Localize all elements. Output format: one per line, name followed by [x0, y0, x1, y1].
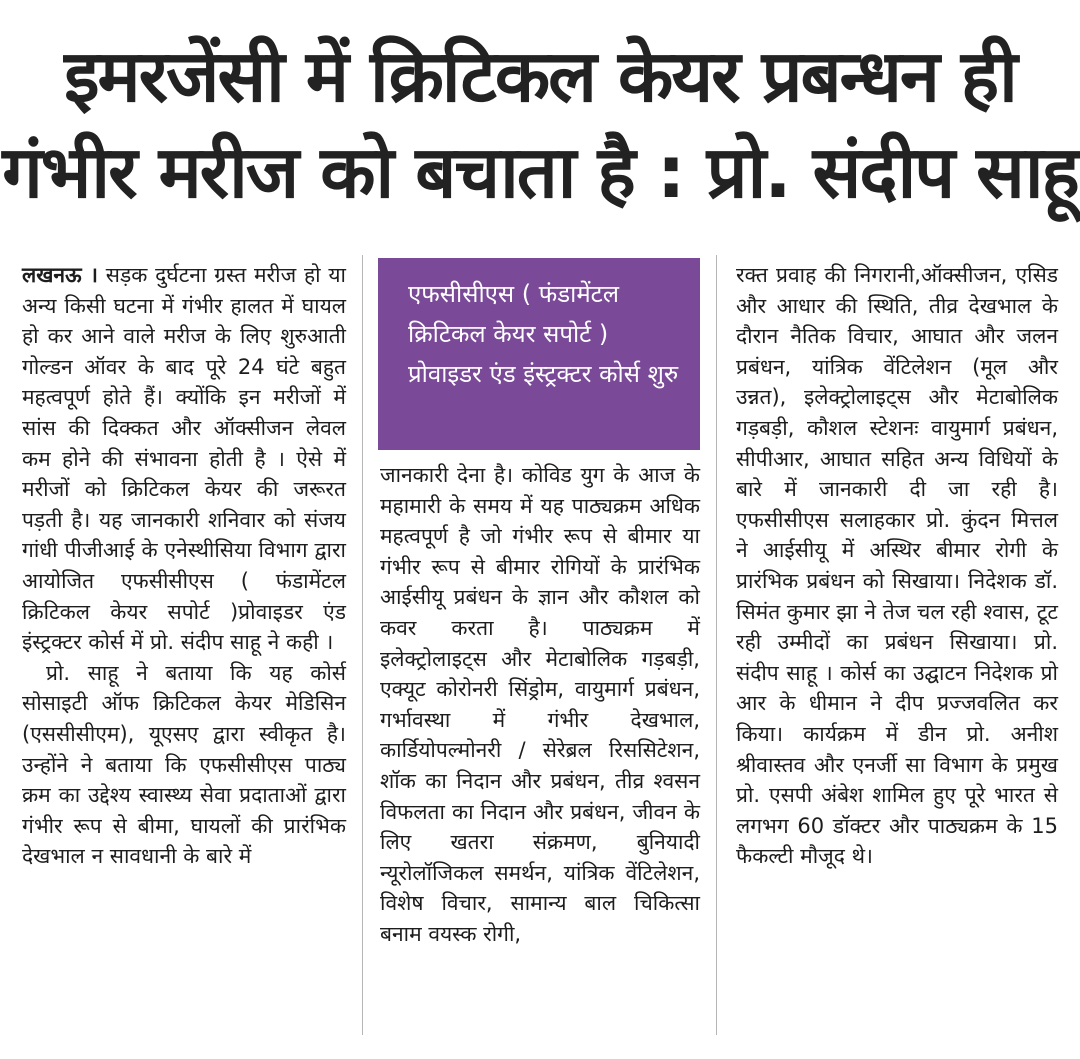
article-column-3: [736, 260, 1058, 872]
article-column-2: [380, 460, 700, 950]
dateline: लखनऊ ।: [22, 263, 98, 287]
headline-line-2: गंभीर मरीज को बचाता है : प्रो. संदीप साहू: [2, 130, 1078, 214]
paragraph: प्रो. साहू ने बताया कि यह कोर्स सोसाइटी ऑफ क्रिटिकल केयर मेडिसिन (एससीसीएम), यूएसए द्वारा स्वीकृत है। उन्होंने ने बताया कि एफसीसीएस पाठ्य क्रम का उद्देश्य स्वास्थ्य सेवा प्रदाताओं द्वारा गंभीर रूप से बीमा, घायलों की प्रारंभिक देखभाल न सावधानी के बारे में: [22, 660, 346, 869]
highlight-text: एफसीसीएस ( फंडामेंटल क्रिटिकल केयर सपोर्ट ) प्रोवाइडर एंड इंस्ट्रक्टर कोर्स शुरु: [408, 280, 679, 388]
paragraph: रक्त प्रवाह की निगरानी,ऑक्सीजन, एसिड और आधार की स्थिति, तीव्र देखभाल के दौरान नैतिक विचार, आघात और जलन प्रबंधन, यांत्रिक वेंटिलेशन (मूल और उन्नत), इलेक्ट्रोलाइट्स और मेटाबोलिक गड़बड़ी, कौशल स्टेशनः वायुमार्ग प्रबंधन, सीपीआर, आघात सहित अन्य विधियों के बारे में जानकारी दी जा रही है। एफसीसीएस सलाहकार प्रो. कुंदन मित्तल ने आईसीयू में अस्थिर बीमार रोगी के प्रारंभिक प्रबंधन को सिखाया। निदेशक डॉ. सिमंत कुमार झा ने तेज चल रही श्वास, टूट रही उम्मीदों का प्रबंधन सिखाया। प्रो. संदीप साहू । कोर्स का उद्घाटन निदेशक प्रो आर के धीमान ने दीप प्रज्जवलित कर किया। कार्यक्रम में डीन प्रो. अनीश श्रीवास्तव और एनर्जी सा विभाग के प्रमुख प्रो. एसपी अंबेश शामिल हुए पूरे भारत से लगभग 60 डॉक्टर और पाठ्यक्रम के 15 फैकल्टी मौजूद थे।: [736, 263, 1058, 869]
paragraph-text: सड़क दुर्घटना ग्रस्त मरीज हो या अन्य किसी घटना में गंभीर हालत में घायल हो कर आने वाले मरीज के लिए शुरुआती गोल्डन ऑवर के बाद पूरे 24 घंटे बहुत महत्वपूर्ण होते हैं। क्योंकि इन मरीजों में सांस की दिक्कत और ऑक्सीजन लेवल कम होने की संभावना होती है । ऐसे में मरीजों को क्रिटिकल केयर की जरूरत पड़ती है। यह जानकारी शनिवार को संजय गांधी पीजीआई के एनेस्थीसिया विभाग द्वारा आयोजित एफसीसीएस ( फंडामेंटल क्रिटिकल केयर सपोर्ट )प्रोवाइडर एंड इंस्ट्रक्टर कोर्स में प्रो. संदीप साहू ने कही ।: [22, 263, 346, 655]
article-column-1: [22, 260, 346, 872]
paragraph: जानकारी देना है। कोविड युग के आज के महामारी के समय में यह पाठ्यक्रम अधिक महत्वपूर्ण है जो गंभीर रूप से बीमार या गंभीर रूप से बीमार रोगियों के प्रारंभिक आईसीयू प्रबंधन के ज्ञान और कौशल को कवर करता है। पाठ्यक्रम में इलेक्ट्रोलाइट्स और मेटाबोलिक गड़बड़ी, एक्यूट कोरोनरी सिंड्रोम, वायुमार्ग प्रबंधन, गर्भावस्था में गंभीर देखभाल, कार्डियोपल्मोनरी / सेरेब्रल रिससिटेशन, शॉक का निदान और प्रबंधन, तीव्र श्वसन विफलता का निदान और प्रबंधन, जीवन के लिए खतरा संक्रमण, बुनियादी न्यूरोलॉजिकल समर्थन, यांत्रिक वेंटिलेशन, विशेष विचार, सामान्य बाल चिकित्सा बनाम वयस्क रोगी,: [380, 463, 700, 946]
paragraph: [22, 260, 346, 658]
column-divider: [716, 255, 717, 1035]
column-divider: [362, 255, 363, 1035]
headline-line-1: इमरजेंसी में क्रिटिकल केयर प्रबन्धन ही: [64, 34, 1016, 118]
article-headline: [0, 28, 1080, 220]
highlight-box: [378, 258, 700, 450]
